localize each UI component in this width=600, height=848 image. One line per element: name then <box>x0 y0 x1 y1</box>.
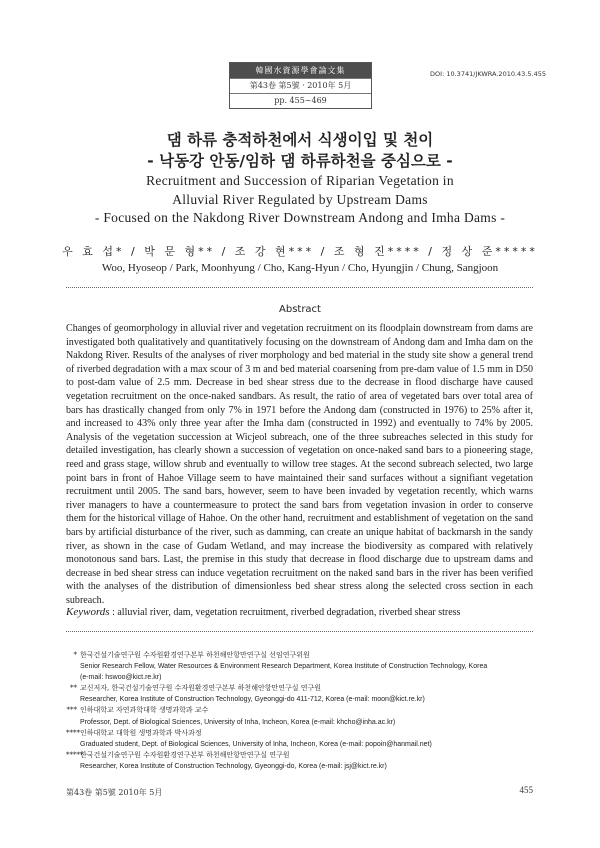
divider-bottom <box>66 631 533 632</box>
keywords-text: : alluvial river, dam, vegetation recruitment, riverbed degradation, riverbed shear stress <box>112 607 461 618</box>
journal-name: 韓國水資源學會論文集 <box>230 63 371 78</box>
footnote-english: Researcher, Korea Institute of Construction Technology, Gyeonggi-do, Korea (e-mail: jsj@kict.re.kr) <box>80 762 387 770</box>
journal-volume-issue: 第43卷 第5號 · 2010年 5月 <box>230 78 371 93</box>
footnote-korean: 교신저자, 한국건설기술연구원 수자원환경연구본부 하천해안항만연구실 연구원 <box>80 684 322 693</box>
footnote-english-cont: (e-mail: hswoo@kict.re.kr) <box>80 674 162 682</box>
journal-info-box <box>229 62 372 109</box>
footnote-english: Senior Research Fellow, Water Resources & Environment Research Department, Korea Institute of Construction Technology, Korea <box>80 663 488 671</box>
footnote <box>66 683 533 705</box>
authors-korean: 우 효 섭* / 박 문 형** / 조 강 현*** / 조 형 진**** / 정 상 준***** <box>62 245 538 258</box>
footnote <box>66 705 533 727</box>
title-english-line1: Recruitment and Succession of Riparian Vegetation in <box>146 173 454 188</box>
title-english-line2: Alluvial River Regulated by Upstream Dams <box>172 192 428 207</box>
authors-english: Woo, Hyoseop / Park, Moonhyung / Cho, Kang-Hyun / Cho, Hyungjin / Chung, Sangjoon <box>101 262 499 274</box>
footnote-english: Professor, Dept. of Biological Sciences, University of Inha, Incheon, Korea (e-mail: khcho@inha.ac.kr) <box>80 718 396 726</box>
footnote-mark: ** <box>70 684 77 693</box>
journal-pages: pp. 455∼469 <box>230 93 371 108</box>
abstract-text: Changes of geomorphology in alluvial river and vegetation recruitment on its floodplain downstream from dams are investigated both qualitatively and quantitatively focusing on the downstream of Andong dam and Imha dam on the Nakdong River. Results of the analyses of river morphology and bed material in the study site show a general trend of riverbed degradation with a max scour of 3 m and bed material coarsening from pre-dam value of 1.5 mm in D50 to post-dam value of 2.5 mm. Decrease in bed shear stress due to the decrease in flood discharge have caused vegetation recruitment on the once-naked sandbars. As result, the ratio of area of vegetated bars over total area of bars has drastically changed from only 7% in 1971 before the Andong dam (constructed in 1976) to 25% after it, and increased to 43% only three year after the Imha dam (constructed in 1992) and eventually to 74% by 2005. Analysis of the vegetation succession at Wicjeol subreach, one of the three subreaches selected in this study for detailed investigation, has clearly shown a succession of vegetation on once-naked sand bars to a pioneering stage, reed and grass stage, willow shrub and eventually to willow tree stages. At the second subreach selected, two large point bars in front of Hahoe Village seem to have maintained their sand surfaces without a signifiant vegetation recruitment until 2005. The sand bars, however, seem to have been invaded by vegetation recently, which warns river managers to have a countermeasure to protect the sand bars from vegetation invasion in order to conserve them for the historical village of Hahoe. On the other hand, recruitment and establishment of vegetation on the sand bars by artificial disturbance of the river, such as damming, can create an unique habitat of backmarsh in the sandy river, as shown in the case of Gudam Wetland, and may increase the biodiversity as compared with relatively monotonous sand bars. Last, the premise in this study that decrease in flood discharge due to upstream dams and decrease in bed shear stress can induce vegetation recruitment on the naked sand bars in the river has been verified with the analyses of the distribution of dimensionless bed shear stress along the selected cross section in each subreach. <box>66 323 533 606</box>
footnote-korean: 인하대학교 대학원 생명과학과 박사과정 <box>80 728 202 737</box>
footnote-mark: ***** <box>66 750 84 759</box>
footnote-mark: *** <box>66 706 77 715</box>
footnote <box>66 728 533 750</box>
title-korean-line2: - 낙동강 안동/임하 댐 하류하천을 중심으로 - <box>147 152 453 170</box>
keywords-label: Keywords <box>66 606 110 618</box>
title-korean-line1: 댐 하류 충적하천에서 식생이입 및 천이 <box>166 131 434 149</box>
keywords <box>66 606 533 618</box>
footnotes <box>66 650 533 772</box>
footnote <box>66 750 533 772</box>
abstract-heading: Abstract <box>279 304 321 315</box>
footnote-korean: 한국건설기술연구원 수자원환경연구본부 하천해안항만연구실 연구원 <box>80 750 290 759</box>
footer-issue: 第43卷 第5號 2010年 5月 <box>66 788 163 797</box>
footnote-mark: **** <box>66 728 80 737</box>
footnote-mark: * <box>73 651 77 659</box>
footnote-english: Graduated student, Dept. of Biological Sciences, University of Inha, Incheon, Korea (e-mail: popoin@hanmail.net) <box>80 740 432 748</box>
page-number: 455 <box>519 785 533 795</box>
title-english-line3: - Focused on the Nakdong River Downstream Andong and Imha Dams - <box>94 210 506 225</box>
doi: DOI: 10.3741/JKWRA.2010.43.5.455 <box>430 70 546 78</box>
footnote <box>66 650 533 683</box>
footnote-korean: 한국건설기술연구원 수자원환경연구본부 하천해안항만연구실 선임연구위원 <box>80 651 310 659</box>
footnote-english: Researcher, Korea Institute of Construction Technology, Gyeonggi-do 411-712, Korea (e-mail: moon@kict.re.kr) <box>80 696 425 704</box>
footnote-korean: 인하대학교 자연과학대학 생명과학과 교수 <box>80 706 209 715</box>
divider-top <box>66 287 533 288</box>
